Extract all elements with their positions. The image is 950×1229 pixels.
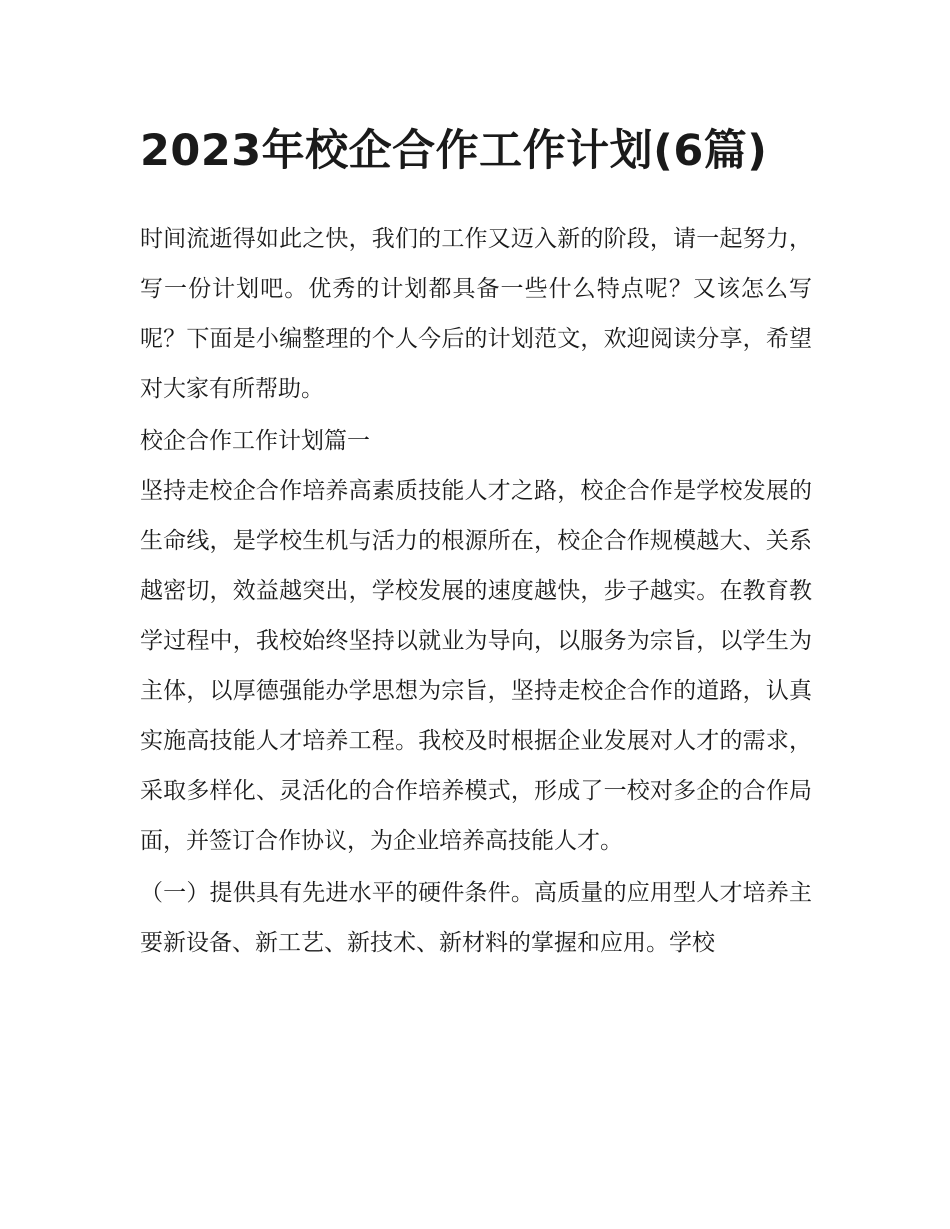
section-heading: 校企合作工作计划篇一: [140, 428, 370, 454]
document-page: [140, 118, 812, 968]
body-paragraph: 坚持走校企合作培养高素质技能人才之路，校企合作是学校发展的生命线，是学校生机与活力的根源所在，校企合作规模越大、关系越密切，效益越突出，学校发展的速度越快，步子越实。在教育教学过程中，我校始终坚持以就业为导向，以服务为宗旨，以学生为主体，以厚德强能办学思想为宗旨，坚持走校企合作的道路，认真实施高技能人才培养工程。我校及时根据企业发展对人才的需求，采取多样化、灵活化的合作培养模式，形成了一校对多企的合作局面，并签订合作协议，为企业培养高技能人才。: [140, 478, 812, 854]
body-paragraph: （一）提供具有先进水平的硬件条件。高质量的应用型人才培养主要新设备、新工艺、新技术、新材料的掌握和应用。学校: [140, 880, 812, 956]
document-title: 2023年校企合作工作计划(6篇): [140, 126, 768, 176]
intro-paragraph: 时间流逝得如此之快，我们的工作又迈入新的阶段，请一起努力，写一份计划吧。优秀的计划都具备一些什么特点呢？又该怎么写呢？下面是小编整理的个人今后的计划范文，欢迎阅读分享，希望对大家有所帮助。: [140, 226, 812, 402]
